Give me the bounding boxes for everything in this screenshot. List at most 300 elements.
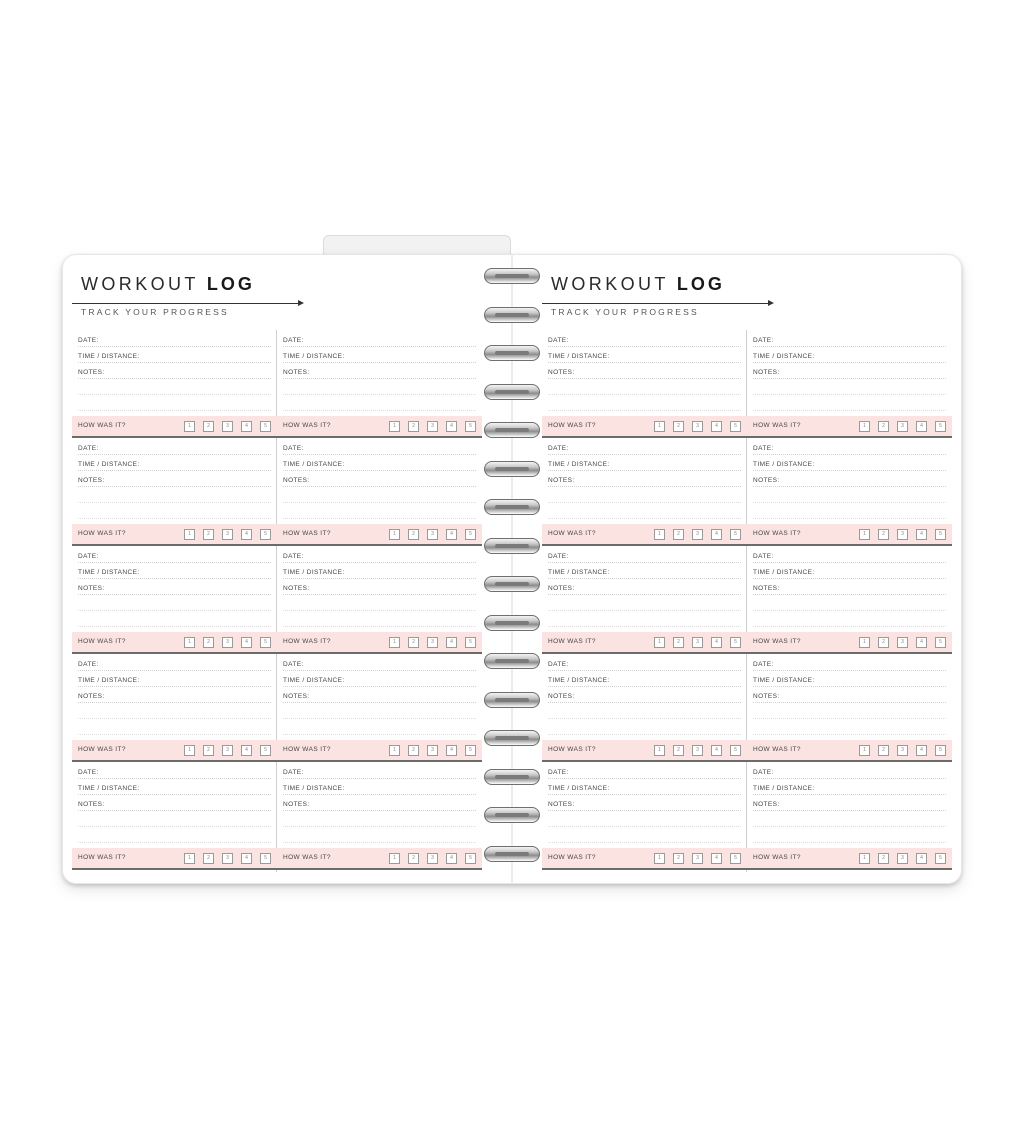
rating-checkbox[interactable]: 2	[878, 853, 889, 864]
date-field[interactable]: DATE:	[753, 444, 946, 455]
entry-row	[72, 330, 482, 438]
rating-group	[747, 848, 952, 868]
rating-options	[184, 637, 271, 648]
spiral-ring-icon	[484, 615, 540, 631]
notes-line[interactable]	[78, 508, 271, 519]
rating-checkbox[interactable]: 1	[184, 637, 195, 648]
rating-checkbox[interactable]: 1	[389, 637, 400, 648]
time-distance-field[interactable]: TIME / DISTANCE:	[78, 460, 271, 471]
rating-checkbox[interactable]: 4	[446, 637, 457, 648]
rating-checkbox[interactable]: 2	[408, 637, 419, 648]
notes-line[interactable]	[283, 708, 476, 719]
rating-checkbox[interactable]: 2	[203, 637, 214, 648]
rating-checkbox[interactable]: 1	[389, 421, 400, 432]
rating-options	[389, 421, 476, 432]
rating-checkbox[interactable]: 2	[878, 421, 889, 432]
date-field[interactable]: DATE:	[78, 768, 271, 779]
rating-options	[654, 529, 741, 540]
notes-line[interactable]	[753, 492, 946, 503]
entry-row	[542, 762, 952, 870]
rating-group	[277, 524, 482, 544]
entry-row	[72, 438, 482, 546]
rating-bar	[72, 632, 482, 652]
rating-checkbox[interactable]: 5	[730, 529, 741, 540]
time-distance-field[interactable]: TIME / DISTANCE:	[548, 352, 741, 363]
rating-checkbox[interactable]: 3	[897, 745, 908, 756]
rating-checkbox[interactable]: 5	[260, 637, 271, 648]
rating-checkbox[interactable]: 2	[408, 421, 419, 432]
rating-label: HOW WAS IT?	[753, 854, 801, 861]
date-field[interactable]: DATE:	[283, 552, 476, 563]
rating-group	[542, 848, 747, 868]
rating-bar	[72, 524, 482, 544]
rating-checkbox[interactable]: 2	[203, 421, 214, 432]
rating-checkbox[interactable]: 2	[878, 745, 889, 756]
right-page	[542, 254, 962, 884]
time-distance-field[interactable]: TIME / DISTANCE:	[78, 676, 271, 687]
rating-checkbox[interactable]: 1	[859, 637, 870, 648]
rating-label: HOW WAS IT?	[548, 854, 596, 861]
rating-group	[542, 524, 747, 544]
rating-checkbox[interactable]: 4	[711, 529, 722, 540]
notes-line[interactable]	[283, 508, 476, 519]
rating-checkbox[interactable]: 3	[897, 853, 908, 864]
rating-label: HOW WAS IT?	[283, 530, 331, 537]
rating-checkbox[interactable]: 1	[184, 421, 195, 432]
notes-line[interactable]	[78, 384, 271, 395]
rating-options	[654, 853, 741, 864]
rating-checkbox[interactable]: 3	[897, 637, 908, 648]
rating-group	[72, 632, 277, 652]
rating-checkbox[interactable]: 3	[692, 421, 703, 432]
rating-group	[747, 524, 952, 544]
date-field[interactable]: DATE:	[283, 768, 476, 779]
rating-checkbox[interactable]: 5	[730, 745, 741, 756]
notes-line[interactable]	[753, 400, 946, 411]
notes-line[interactable]	[78, 492, 271, 503]
notes-field[interactable]: NOTES:	[283, 584, 476, 595]
notes-field[interactable]: NOTES:	[548, 692, 741, 703]
rating-checkbox[interactable]: 2	[203, 529, 214, 540]
rating-group	[72, 848, 277, 868]
rating-checkbox[interactable]: 5	[730, 421, 741, 432]
rating-label: HOW WAS IT?	[753, 746, 801, 753]
rating-checkbox[interactable]: 1	[184, 853, 195, 864]
row-rule	[542, 868, 952, 870]
rating-checkbox[interactable]: 2	[673, 637, 684, 648]
time-distance-field[interactable]: TIME / DISTANCE:	[548, 568, 741, 579]
rating-group	[542, 740, 747, 760]
rating-checkbox[interactable]: 3	[427, 637, 438, 648]
rating-checkbox[interactable]: 3	[692, 637, 703, 648]
time-distance-field[interactable]: TIME / DISTANCE:	[283, 676, 476, 687]
rating-label: HOW WAS IT?	[753, 530, 801, 537]
notes-line[interactable]	[753, 832, 946, 843]
notes-line[interactable]	[78, 400, 271, 411]
time-distance-field[interactable]: TIME / DISTANCE:	[78, 784, 271, 795]
rating-group	[277, 740, 482, 760]
rating-checkbox[interactable]: 2	[408, 745, 419, 756]
notes-line[interactable]	[753, 816, 946, 827]
rating-checkbox[interactable]: 4	[711, 637, 722, 648]
rating-checkbox[interactable]: 5	[260, 421, 271, 432]
rating-checkbox[interactable]: 2	[878, 637, 889, 648]
rating-checkbox[interactable]: 4	[916, 637, 927, 648]
rating-checkbox[interactable]: 4	[241, 421, 252, 432]
notes-line[interactable]	[283, 492, 476, 503]
rating-checkbox[interactable]: 1	[859, 853, 870, 864]
rating-group	[72, 416, 277, 436]
notes-line[interactable]	[78, 816, 271, 827]
rating-checkbox[interactable]: 5	[935, 745, 946, 756]
rating-checkbox[interactable]: 3	[692, 745, 703, 756]
rating-bar	[542, 632, 952, 652]
entry-grid	[542, 330, 952, 872]
rating-group	[72, 524, 277, 544]
rating-checkbox[interactable]: 1	[389, 745, 400, 756]
time-distance-field[interactable]: TIME / DISTANCE:	[78, 568, 271, 579]
rating-checkbox[interactable]: 1	[859, 745, 870, 756]
rating-checkbox[interactable]: 2	[673, 529, 684, 540]
rating-bar	[72, 740, 482, 760]
notes-line[interactable]	[753, 708, 946, 719]
rating-bar	[72, 848, 482, 868]
rating-checkbox[interactable]: 3	[897, 421, 908, 432]
entry-row	[542, 654, 952, 762]
rating-options	[184, 745, 271, 756]
notes-field[interactable]: NOTES:	[78, 800, 271, 811]
notes-field[interactable]: NOTES:	[283, 476, 476, 487]
rating-group	[747, 740, 952, 760]
rating-checkbox[interactable]: 4	[241, 745, 252, 756]
time-distance-field[interactable]: TIME / DISTANCE:	[548, 676, 741, 687]
rating-checkbox[interactable]: 1	[389, 529, 400, 540]
notes-line[interactable]	[78, 832, 271, 843]
left-page	[72, 254, 492, 884]
rating-group	[747, 416, 952, 436]
date-field[interactable]: DATE:	[283, 336, 476, 347]
rating-options	[859, 637, 946, 648]
spiral-ring-icon	[484, 653, 540, 669]
notes-field[interactable]: NOTES:	[548, 368, 741, 379]
date-field[interactable]: DATE:	[548, 660, 741, 671]
entry-row	[542, 330, 952, 438]
rating-checkbox[interactable]: 3	[427, 853, 438, 864]
notes-line[interactable]	[283, 816, 476, 827]
notes-line[interactable]	[548, 708, 741, 719]
rating-checkbox[interactable]: 4	[916, 421, 927, 432]
notes-line[interactable]	[753, 384, 946, 395]
page-title: WORKOUT LOG	[551, 274, 725, 294]
rating-checkbox[interactable]: 5	[465, 529, 476, 540]
page-subtitle: TRACK YOUR PROGRESS	[551, 307, 699, 317]
entry-row	[542, 546, 952, 654]
arrow-right-icon	[542, 303, 772, 304]
rating-options	[654, 637, 741, 648]
notes-line[interactable]	[283, 724, 476, 735]
rating-group	[542, 416, 747, 436]
notes-line[interactable]	[753, 616, 946, 627]
time-distance-field[interactable]: TIME / DISTANCE:	[753, 460, 946, 471]
rating-checkbox[interactable]: 1	[654, 745, 665, 756]
notes-field[interactable]: NOTES:	[78, 584, 271, 595]
entry-row	[72, 546, 482, 654]
rating-checkbox[interactable]: 4	[446, 853, 457, 864]
rating-label: HOW WAS IT?	[548, 746, 596, 753]
notes-line[interactable]	[548, 724, 741, 735]
notes-line[interactable]	[548, 508, 741, 519]
rating-checkbox[interactable]: 2	[673, 421, 684, 432]
rating-label: HOW WAS IT?	[283, 746, 331, 753]
spiral-ring-icon	[484, 846, 540, 862]
rating-checkbox[interactable]: 4	[241, 853, 252, 864]
rating-group	[542, 632, 747, 652]
rating-checkbox[interactable]: 3	[222, 853, 233, 864]
rating-options	[859, 421, 946, 432]
time-distance-field[interactable]: TIME / DISTANCE:	[753, 352, 946, 363]
spiral-ring-icon	[484, 384, 540, 400]
time-distance-field[interactable]: TIME / DISTANCE:	[283, 460, 476, 471]
notes-field[interactable]: NOTES:	[548, 584, 741, 595]
rating-checkbox[interactable]: 4	[446, 529, 457, 540]
spiral-ring-icon	[484, 307, 540, 323]
rating-checkbox[interactable]: 3	[427, 421, 438, 432]
notes-line[interactable]	[78, 724, 271, 735]
date-field[interactable]: DATE:	[78, 660, 271, 671]
rating-checkbox[interactable]: 4	[711, 745, 722, 756]
rating-options	[859, 853, 946, 864]
rating-options	[389, 637, 476, 648]
rating-checkbox[interactable]: 1	[654, 853, 665, 864]
spiral-ring-icon	[484, 345, 540, 361]
rating-checkbox[interactable]: 5	[465, 421, 476, 432]
rating-checkbox[interactable]: 3	[222, 421, 233, 432]
notes-field[interactable]: NOTES:	[283, 800, 476, 811]
notes-line[interactable]	[548, 492, 741, 503]
rating-label: HOW WAS IT?	[548, 422, 596, 429]
rating-label: HOW WAS IT?	[283, 422, 331, 429]
rating-checkbox[interactable]: 5	[260, 745, 271, 756]
rating-checkbox[interactable]: 4	[916, 745, 927, 756]
rating-checkbox[interactable]: 4	[241, 529, 252, 540]
date-field[interactable]: DATE:	[283, 444, 476, 455]
rating-checkbox[interactable]: 2	[673, 853, 684, 864]
rating-options	[859, 529, 946, 540]
spiral-ring-icon	[484, 769, 540, 785]
arrow-right-icon	[72, 303, 302, 304]
notes-line[interactable]	[548, 616, 741, 627]
rating-checkbox[interactable]: 5	[730, 853, 741, 864]
rating-label: HOW WAS IT?	[78, 530, 126, 537]
rating-checkbox[interactable]: 2	[673, 745, 684, 756]
spiral-ring-icon	[484, 576, 540, 592]
time-distance-field[interactable]: TIME / DISTANCE:	[753, 568, 946, 579]
notes-field[interactable]: NOTES:	[753, 584, 946, 595]
rating-options	[184, 853, 271, 864]
rating-options	[654, 745, 741, 756]
notes-line[interactable]	[78, 600, 271, 611]
rating-checkbox[interactable]: 3	[692, 853, 703, 864]
time-distance-field[interactable]: TIME / DISTANCE:	[753, 784, 946, 795]
rating-label: HOW WAS IT?	[283, 638, 331, 645]
rating-label: HOW WAS IT?	[283, 854, 331, 861]
notes-field[interactable]: NOTES:	[548, 800, 741, 811]
notes-line[interactable]	[548, 832, 741, 843]
date-field[interactable]: DATE:	[548, 444, 741, 455]
rating-checkbox[interactable]: 2	[408, 853, 419, 864]
date-field[interactable]: DATE:	[548, 552, 741, 563]
notes-line[interactable]	[753, 508, 946, 519]
rating-checkbox[interactable]: 4	[711, 421, 722, 432]
notes-line[interactable]	[283, 832, 476, 843]
row-rule	[72, 868, 482, 870]
rating-label: HOW WAS IT?	[78, 422, 126, 429]
rating-label: HOW WAS IT?	[753, 422, 801, 429]
rating-checkbox[interactable]: 1	[654, 529, 665, 540]
rating-checkbox[interactable]: 2	[203, 745, 214, 756]
spiral-ring-icon	[484, 807, 540, 823]
rating-checkbox[interactable]: 1	[184, 529, 195, 540]
rating-options	[389, 529, 476, 540]
rating-label: HOW WAS IT?	[78, 854, 126, 861]
rating-checkbox[interactable]: 4	[241, 637, 252, 648]
notes-line[interactable]	[283, 616, 476, 627]
rating-checkbox[interactable]: 1	[389, 853, 400, 864]
spiral-ring-icon	[484, 422, 540, 438]
rating-checkbox[interactable]: 5	[935, 421, 946, 432]
notes-line[interactable]	[283, 600, 476, 611]
rating-checkbox[interactable]: 5	[465, 853, 476, 864]
notes-line[interactable]	[548, 600, 741, 611]
date-field[interactable]: DATE:	[78, 552, 271, 563]
rating-checkbox[interactable]: 4	[916, 853, 927, 864]
rating-checkbox[interactable]: 5	[465, 637, 476, 648]
rating-checkbox[interactable]: 3	[427, 529, 438, 540]
rating-bar	[542, 416, 952, 436]
notes-line[interactable]	[548, 400, 741, 411]
rating-checkbox[interactable]: 3	[692, 529, 703, 540]
rating-options	[184, 529, 271, 540]
date-field[interactable]: DATE:	[78, 444, 271, 455]
spiral-ring-icon	[484, 268, 540, 284]
rating-options	[859, 745, 946, 756]
rating-checkbox[interactable]: 4	[446, 421, 457, 432]
notes-field[interactable]: NOTES:	[753, 476, 946, 487]
rating-checkbox[interactable]: 3	[427, 745, 438, 756]
rating-checkbox[interactable]: 4	[446, 745, 457, 756]
notes-field[interactable]: NOTES:	[78, 368, 271, 379]
date-field[interactable]: DATE:	[548, 336, 741, 347]
rating-options	[184, 421, 271, 432]
notes-field[interactable]: NOTES:	[753, 800, 946, 811]
time-distance-field[interactable]: TIME / DISTANCE:	[78, 352, 271, 363]
notes-field[interactable]: NOTES:	[548, 476, 741, 487]
rating-checkbox[interactable]: 3	[222, 637, 233, 648]
rating-group	[747, 632, 952, 652]
rating-checkbox[interactable]: 5	[730, 637, 741, 648]
spiral-ring-icon	[484, 538, 540, 554]
notes-field[interactable]: NOTES:	[78, 476, 271, 487]
notes-field[interactable]: NOTES:	[753, 368, 946, 379]
date-field[interactable]: DATE:	[753, 552, 946, 563]
rating-bar	[542, 848, 952, 868]
rating-checkbox[interactable]: 5	[935, 637, 946, 648]
rating-options	[389, 745, 476, 756]
rating-checkbox[interactable]: 3	[897, 529, 908, 540]
time-distance-field[interactable]: TIME / DISTANCE:	[548, 460, 741, 471]
rating-checkbox[interactable]: 4	[711, 853, 722, 864]
rating-checkbox[interactable]: 3	[222, 745, 233, 756]
date-field[interactable]: DATE:	[548, 768, 741, 779]
rating-checkbox[interactable]: 3	[222, 529, 233, 540]
rating-label: HOW WAS IT?	[78, 746, 126, 753]
rating-checkbox[interactable]: 1	[859, 421, 870, 432]
notes-line[interactable]	[548, 816, 741, 827]
notes-line[interactable]	[753, 724, 946, 735]
time-distance-field[interactable]: TIME / DISTANCE:	[753, 676, 946, 687]
rating-group	[277, 416, 482, 436]
notes-field[interactable]: NOTES:	[753, 692, 946, 703]
rating-checkbox[interactable]: 5	[260, 529, 271, 540]
rating-bar	[72, 416, 482, 436]
rating-checkbox[interactable]: 2	[408, 529, 419, 540]
rating-label: HOW WAS IT?	[753, 638, 801, 645]
rating-checkbox[interactable]: 5	[935, 529, 946, 540]
spiral-ring-icon	[484, 692, 540, 708]
rating-label: HOW WAS IT?	[548, 530, 596, 537]
rating-checkbox[interactable]: 5	[935, 853, 946, 864]
spiral-ring-icon	[484, 461, 540, 477]
entry-row	[72, 654, 482, 762]
rating-checkbox[interactable]: 1	[859, 529, 870, 540]
date-field[interactable]: DATE:	[283, 660, 476, 671]
rating-checkbox[interactable]: 4	[916, 529, 927, 540]
spiral-ring-icon	[484, 730, 540, 746]
notes-line[interactable]	[283, 400, 476, 411]
notes-line[interactable]	[548, 384, 741, 395]
rating-group	[277, 632, 482, 652]
notes-line[interactable]	[78, 616, 271, 627]
time-distance-field[interactable]: TIME / DISTANCE:	[283, 352, 476, 363]
rating-checkbox[interactable]: 2	[203, 853, 214, 864]
date-field[interactable]: DATE:	[78, 336, 271, 347]
date-field[interactable]: DATE:	[753, 768, 946, 779]
time-distance-field[interactable]: TIME / DISTANCE:	[283, 568, 476, 579]
rating-bar	[542, 524, 952, 544]
page-subtitle: TRACK YOUR PROGRESS	[81, 307, 229, 317]
notes-field[interactable]: NOTES:	[78, 692, 271, 703]
notes-field[interactable]: NOTES:	[283, 368, 476, 379]
rating-checkbox[interactable]: 5	[260, 853, 271, 864]
rating-checkbox[interactable]: 1	[654, 637, 665, 648]
rating-checkbox[interactable]: 1	[654, 421, 665, 432]
notes-field[interactable]: NOTES:	[283, 692, 476, 703]
date-field[interactable]: DATE:	[753, 660, 946, 671]
notes-line[interactable]	[283, 384, 476, 395]
rating-checkbox[interactable]: 1	[184, 745, 195, 756]
notes-line[interactable]	[753, 600, 946, 611]
time-distance-field[interactable]: TIME / DISTANCE:	[548, 784, 741, 795]
rating-checkbox[interactable]: 5	[465, 745, 476, 756]
rating-bar	[542, 740, 952, 760]
time-distance-field[interactable]: TIME / DISTANCE:	[283, 784, 476, 795]
entry-row	[72, 762, 482, 870]
notes-line[interactable]	[78, 708, 271, 719]
rating-checkbox[interactable]: 2	[878, 529, 889, 540]
date-field[interactable]: DATE:	[753, 336, 946, 347]
rating-group	[72, 740, 277, 760]
rating-options	[654, 421, 741, 432]
